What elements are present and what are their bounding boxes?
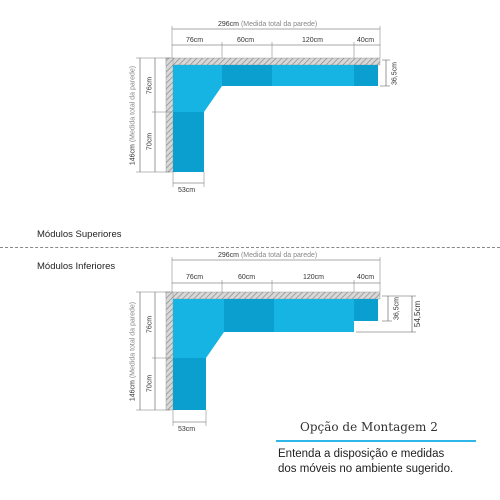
top-wall <box>166 292 380 299</box>
bottom-seg-2-label: 60cm <box>238 274 256 281</box>
top-bottom-width-label: 53cm <box>178 187 196 194</box>
top-wall-height-value: 146cm <box>129 144 137 166</box>
module-120cm <box>274 299 354 332</box>
module-lower-left <box>173 112 204 172</box>
bottom-wall-height-value: 146cm <box>129 380 137 402</box>
module-60cm <box>224 299 274 332</box>
bottom-depth-inner-label: 36,5cm <box>393 297 401 320</box>
lower-modules-diagram <box>136 257 416 426</box>
corner-module <box>173 299 224 358</box>
module-120cm <box>272 65 354 86</box>
top-depth-label: 36,5cm <box>391 62 399 85</box>
corner-module <box>173 65 222 112</box>
top-total-width-value: 296cm <box>218 21 240 28</box>
upper-modules-diagram <box>136 26 390 187</box>
top-total-width-label <box>218 21 317 28</box>
assembly-description <box>278 447 453 477</box>
description-line-1: Entenda a disposição e medidas <box>278 448 445 460</box>
assembly-option-title: Opção de Montagem 2 <box>300 420 438 434</box>
left-wall <box>166 58 173 172</box>
bottom-seg-4-label: 40cm <box>357 274 375 281</box>
top-seg-2-label: 60cm <box>237 37 255 44</box>
module-60cm <box>222 65 272 86</box>
bottom-seg-1-label: 76cm <box>186 274 204 281</box>
bottom-total-width-note: (Medida total da parede) <box>240 252 318 259</box>
top-left-lower-label: 70cm <box>146 132 154 151</box>
accent-rule <box>276 440 476 442</box>
left-wall <box>166 292 173 410</box>
bottom-left-lower-label: 70cm <box>146 374 154 393</box>
module-40cm <box>354 299 378 321</box>
description-line-2: dos móveis no ambiente sugerido. <box>278 463 454 475</box>
lower-modules-title: Módulos Inferiores <box>37 261 116 272</box>
bottom-left-upper-label: 76cm <box>146 315 154 334</box>
bottom-total-width-value: 296cm <box>218 252 240 259</box>
top-seg-3-label: 120cm <box>302 37 324 44</box>
module-lower-left <box>173 358 206 410</box>
bottom-wall-height-label <box>130 297 137 407</box>
module-40cm <box>354 65 378 86</box>
bottom-wall-height-note: (Medida total da parede) <box>129 301 137 379</box>
top-seg-1-label: 76cm <box>186 37 204 44</box>
upper-modules-title: Módulos Superiores <box>37 229 122 240</box>
top-wall-height-note: (Medida total da parede) <box>129 65 137 143</box>
top-left-upper-label: 76cm <box>146 76 154 95</box>
bottom-depth-outer-label: 54,5cm <box>413 300 422 328</box>
top-seg-4-label: 40cm <box>357 37 375 44</box>
bottom-total-width-label <box>218 252 317 259</box>
top-total-width-note: (Medida total da parede) <box>240 21 318 28</box>
bottom-bottom-width-label: 53cm <box>178 426 196 433</box>
top-wall-height-label <box>130 61 137 171</box>
bottom-seg-3-label: 120cm <box>303 274 325 281</box>
section-divider <box>0 247 500 248</box>
top-wall <box>166 58 380 65</box>
